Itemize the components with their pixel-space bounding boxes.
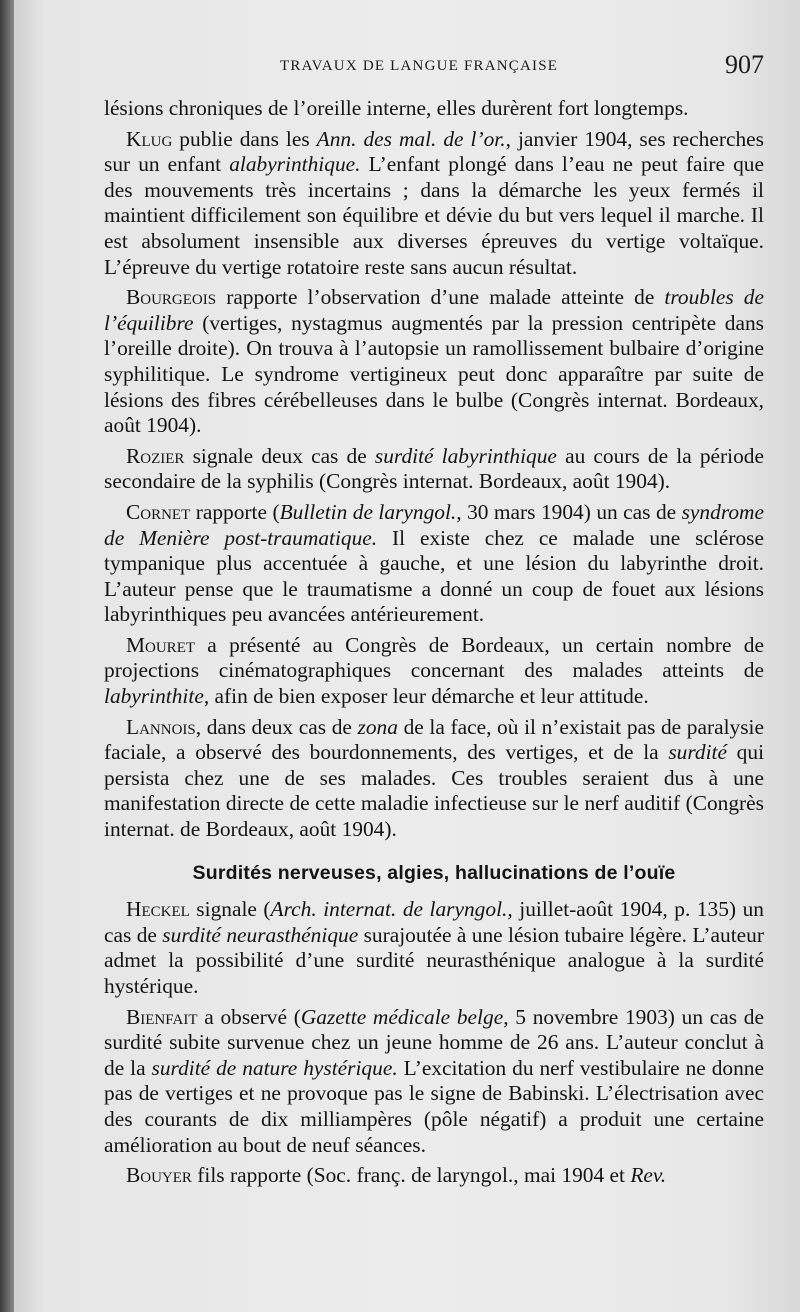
paragraph-bourgeois — [104, 285, 764, 439]
journal-title: Rev. — [630, 1163, 667, 1188]
author-name: Bourgeois — [126, 285, 217, 310]
page-number: 907 — [725, 50, 764, 79]
section-heading: Surdités nerveuses, algies, hallucinations de l’ouïe — [192, 861, 676, 884]
page-gutter-shadow — [0, 0, 14, 1312]
author-name: Mouret — [126, 632, 196, 657]
italic-term: labyrinthite — [104, 684, 204, 709]
author-name: Cornet — [126, 499, 191, 524]
italic-term: alabyrinthique. — [229, 152, 361, 177]
paragraph-lannois — [104, 715, 764, 843]
text-run: de la face, où il n’existait pas de paralysie faciale, a observé des bourdonnements, des vertiges, et de la — [104, 714, 764, 765]
text-run: juillet-août 1904, p. 135) un cas de — [104, 897, 764, 947]
text-run: a présenté au Congrès de Bordeaux, un certain nombre de projections cinématographiques concernant des malades atteints de — [104, 632, 764, 683]
paragraph-bouyer — [104, 1163, 764, 1189]
journal-title: Bulletin de laryngol., — [279, 499, 462, 524]
paragraph-heckel — [104, 897, 764, 999]
text-run: , afin de bien exposer leur démarche et leur attitude. — [203, 684, 649, 709]
paragraph-cornet — [104, 500, 764, 628]
text-run: rapporte ( — [190, 499, 280, 524]
author-name: Heckel — [126, 897, 190, 922]
text-run: signale ( — [189, 897, 271, 922]
text-run: a observé ( — [197, 1004, 301, 1029]
paragraph-mouret — [104, 633, 764, 710]
text-run: qui persista chez une de ses malades. Ces troubles seraient dus à une manifestation directe de cette maladie infectieuse sur le nerf auditif (Congrès internat. de Bordeaux, août 1904). — [104, 740, 765, 842]
journal-title: Ann. des mal. de l’or. — [316, 126, 506, 151]
text-run: publie dans les — [172, 126, 317, 151]
text-run: 5 novembre 1903) un cas de surdité subite survenue chez un jeune homme de 26 ans. L’auteur conclut à de la — [104, 1004, 764, 1080]
text-run: , janvier 1904, ses recherches sur un enfant — [104, 126, 764, 177]
text-run: fils rapporte (Soc. franç. de laryngol., mai 1904 et — [191, 1163, 631, 1188]
text-run: L’enfant plongé dans l’eau ne peut faire que des mouvements très incertains ; dans la démarche les yeux fermés il maintient difficilement son équilibre et dévie du but vers lequel il marche. Il est absolument insensible aux diverses épreuves du vertige voltaïque. L’épreuve du vertige rotatoire reste sans aucun résultat. — [104, 152, 764, 279]
author-name: Rozier — [126, 443, 185, 468]
author-name: Klug — [126, 126, 173, 151]
text-run: L’excitation du nerf vestibulaire ne donne pas de vertiges et ne provoque pas le signe de Babinski. L’électrisation avec des courants de dix milliampères (pôle négatif) a produit une certaine amélioration au bout de neuf séances. — [104, 1055, 764, 1157]
text-run: Il existe chez ce malade une sclérose tympanique plus accentuée à gauche, et une lésion du labyrinthe droit. L’auteur pense que le traumatisme a donné un coup de fouet aux lésions labyrinthiques peu avancées antérieurement. — [104, 525, 764, 627]
italic-term: surdité de nature hystérique. — [151, 1055, 398, 1080]
text-run: 30 mars 1904) un cas de — [461, 499, 682, 524]
text-run: surajoutée à une lésion tubaire légère. L’auteur admet la possibilité d’une surdité neurasthénique analogue à la surdité hystérique. — [104, 922, 764, 998]
italic-term: syndrome de Menière post-traumatique. — [104, 499, 764, 550]
paragraph-rozier — [104, 444, 764, 495]
italic-term: surdité — [668, 740, 727, 765]
text-run: signale deux cas de — [184, 443, 375, 468]
text-run: au cours de la période secondaire de la syphilis (Congrès internat. Bordeaux, août 1904). — [104, 443, 764, 494]
paragraph-continuation: lésions chroniques de l’oreille interne, elles durèrent fort longtemps. — [104, 96, 689, 120]
author-name: Bienfait — [126, 1004, 198, 1029]
text-run: rapporte l’observation d’une malade atteinte de — [216, 285, 665, 310]
italic-term: surdité labyrinthique — [374, 443, 557, 468]
paragraph-bienfait — [104, 1005, 764, 1159]
italic-term: troubles de l’équilibre — [104, 285, 764, 335]
paragraph-klug — [104, 127, 764, 281]
author-name: Bouyer — [126, 1163, 192, 1188]
text-run: , dans deux cas de — [195, 714, 358, 739]
italic-term: surdité neurasthénique — [162, 922, 359, 947]
body-text — [104, 96, 764, 1189]
journal-title: Gazette médicale belge, — [300, 1004, 509, 1029]
running-title: TRAVAUX DE LANGUE FRANÇAISE — [280, 58, 559, 74]
italic-term: zona — [357, 714, 398, 739]
author-name: Lannois — [126, 714, 196, 739]
journal-title: Arch. internat. de laryngol., — [270, 897, 513, 922]
text-run: (vertiges, nystagmus augmentés par la pression centripète dans l’oreille droite). On trouva à l’autopsie un ramollissement bulbaire d’origine syphilitique. Le syndrome vertigineux peut donc apparaître par suite de lésions des fibres cérébelleuses dans le bulbe (Congrès internat. Bordeaux, août 1904). — [104, 310, 764, 438]
page-header — [104, 50, 764, 84]
